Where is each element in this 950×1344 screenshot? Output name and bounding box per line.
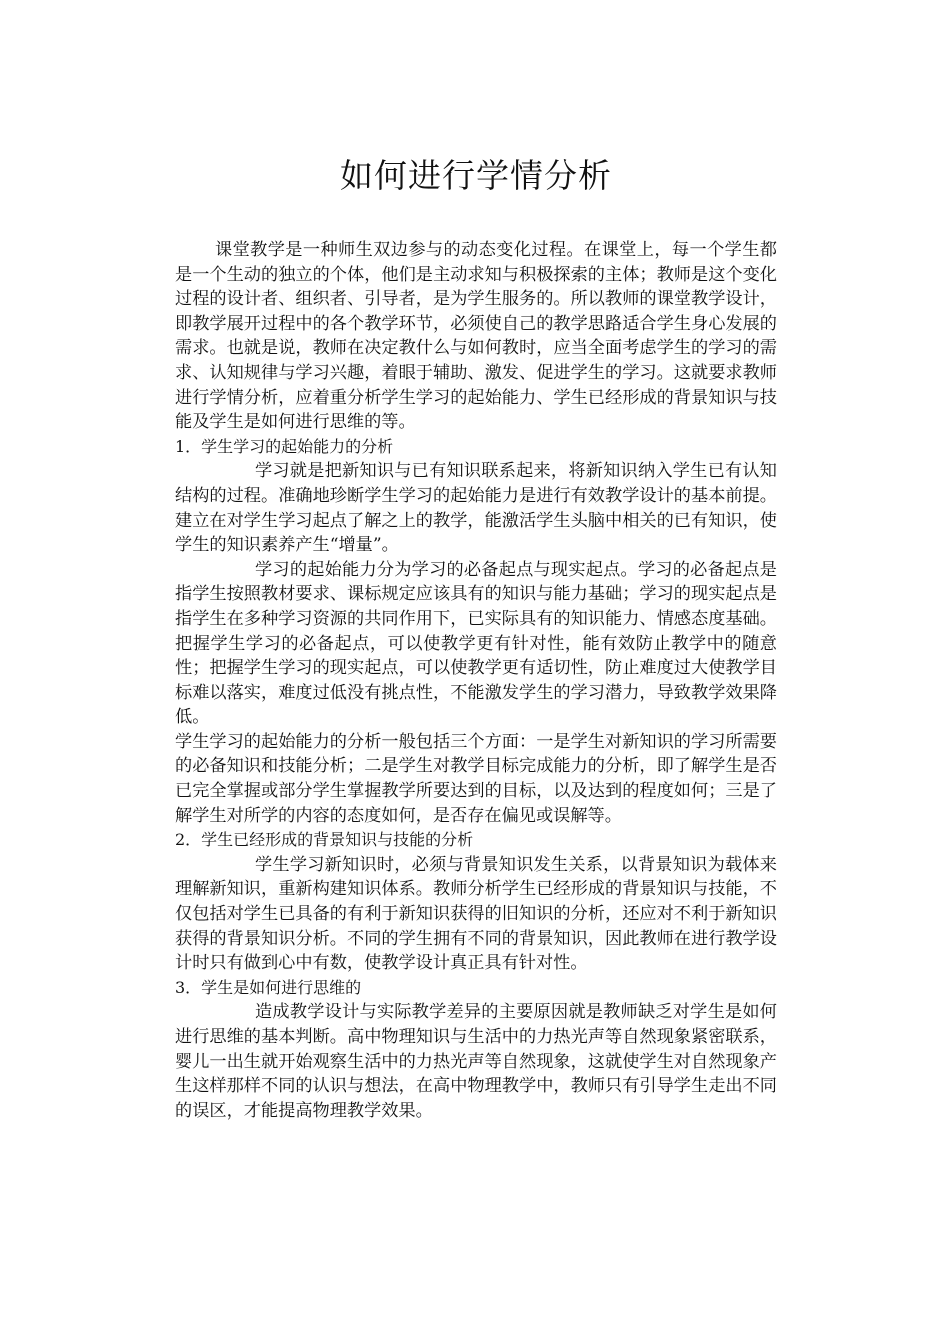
- section-2-paragraph-1: 学生学习新知识时，必须与背景知识发生关系，以背景知识为载体来理解新知识，重新构建知识体系。教师分析学生已经形成的背景知识与技能，不仅包括对学生已具备的有利于新知识获得的旧知识的分析，还应对不利于新知识获得的背景知识分析。不同的学生拥有不同的背景知识，因此教师在进行教学设计时只有做到心中有数，使教学设计真正具有针对性。: [175, 854, 777, 974]
- section-2-heading: 2．学生已经形成的背景知识与技能的分析: [175, 830, 474, 850]
- intro-paragraph: 课堂教学是一种师生双边参与的动态变化过程。在课堂上，每一个学生都是一个生动的独立的个体，他们是主动求知与积极探索的主体；教师是这个变化过程的设计者、组织者、引导者，是为学生服务的。所以教师的课堂教学设计，即教学展开过程中的各个教学环节，必须使自己的教学思路适合学生身心发展的需求。也就是说，教师在决定教什么与如何教时，应当全面考虑学生的学习的需求、认知规律与学习兴趣，着眼于辅助、激发、促进学生的学习。这就要求教师进行学情分析，应着重分析学生学习的起始能力、学生已经形成的背景知识与技能及学生是如何进行思维的等。: [175, 240, 777, 433]
- document-page: [175, 148, 777, 1123]
- section-1-heading: 1．学生学习的起始能力的分析: [175, 436, 394, 456]
- section-3-heading: 3．学生是如何进行思维的: [175, 977, 362, 997]
- section-3-paragraph-1: 造成教学设计与实际教学差异的主要原因就是教师缺乏对学生是如何进行思维的基本判断。高中物理知识与生活中的力热光声等自然现象紧密联系，婴儿一出生就开始观察生活中的力热光声等自然现象，这就使学生对自然现象产生这样那样不同的认识与想法，在高中物理教学中，教师只有引导学生走出不同的误区，才能提高物理教学效果。: [175, 1002, 777, 1121]
- section-1-paragraph-3: 学生学习的起始能力的分析一般包括三个方面：一是学生对新知识的学习所需要的必备知识和技能分析；二是学生对教学目标完成能力的分析，即了解学生是否已完全掌握或部分学生掌握教学所要达到的目标，以及达到的程度如何；三是了解学生对所学的内容的态度如何，是否存在偏见或误解等。: [175, 731, 777, 826]
- section-1-paragraph-1: 学习就是把新知识与已有知识联系起来，将新知识纳入学生已有认知结构的过程。准确地珍断学生学习的起始能力是进行有效教学设计的基本前提。建立在对学生学习起点了解之上的教学，能激活学生头脑中相关的已有知识，使学生的知识素养产生“增量”。: [175, 461, 777, 556]
- section-1-paragraph-2: 学习的起始能力分为学习的必备起点与现实起点。学习的必备起点是指学生按照教材要求、课标规定应该具有的知识与能力基础；学习的现实起点是指学生在多种学习资源的共同作用下，已实际具有的知识能力、情感态度基础。把握学生学习的必备起点，可以使教学更有针对性，能有效防止教学中的随意性；把握学生学习的现实起点，可以使教学更有适切性，防止难度过大使教学目标难以落实，难度过低没有挑点性，不能激发学生的学习潜力，导致教学效果降低。: [175, 559, 777, 728]
- document-title: 如何进行学情分析: [340, 156, 612, 195]
